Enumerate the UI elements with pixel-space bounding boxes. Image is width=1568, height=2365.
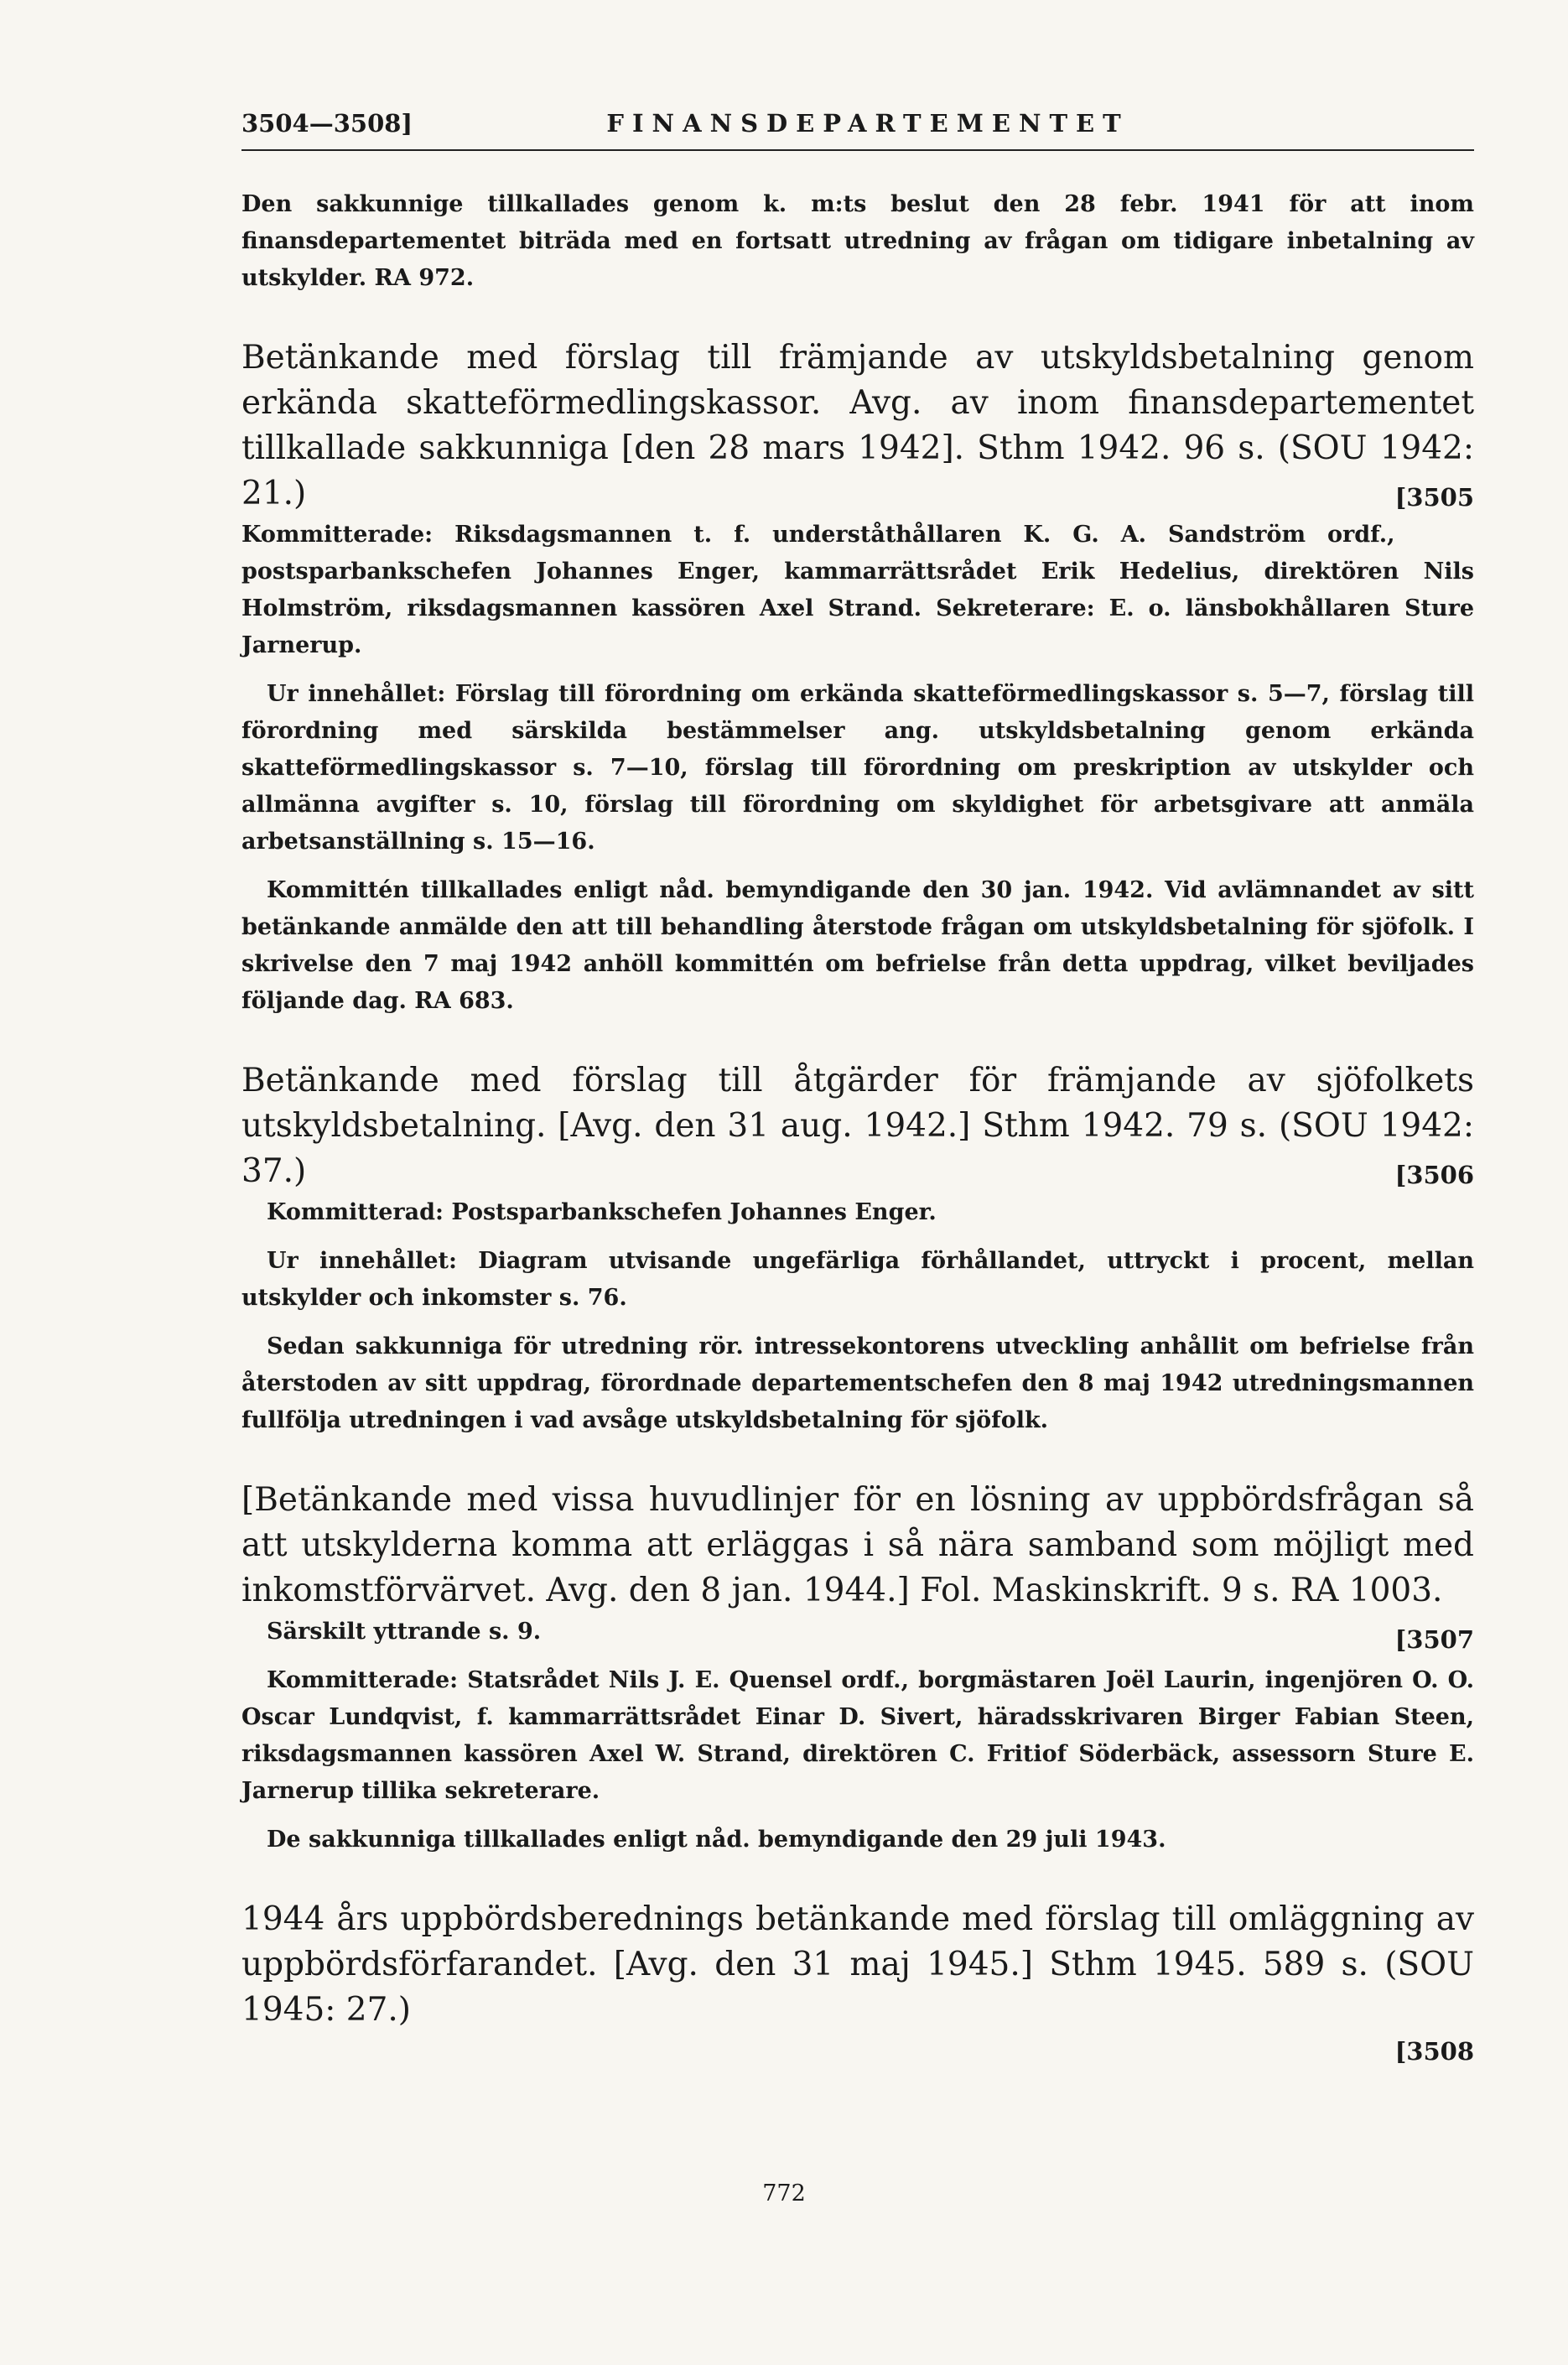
- entry-title-text: [Betänkande med vissa huvudlinjer för en lösning av uppbördsfrågan så att utskylderna komma att erläggas i så nära samband som möjligt med inkomstförvärvet. Avg. den 8 jan. 1944.] Fol. Maskinskrift. 9 s. RA 1003.: [241, 1481, 1474, 1609]
- entry-3508: [241, 1897, 1474, 2070]
- intro-paragraph: Den sakkunnige tillkallades genom k. m:ts beslut den 28 febr. 1941 för att inom finansdepartementet biträda med en fortsatt utredning av frågan om tidigare inbetalning av utskylder. RA 972.: [241, 191, 1474, 291]
- contents-paragraph: Ur innehållet: Diagram utvisande ungefärliga förhållandet, uttryckt i procent, mellan utskylder och inkomster s. 76.: [241, 1248, 1474, 1311]
- running-header: [241, 109, 1474, 151]
- committee-paragraph: Kommitterad: Postsparbankschefen Johannes Enger.: [267, 1199, 937, 1225]
- page-number: 772: [762, 2180, 806, 2206]
- special-statement: Särskilt yttrande s. 9.: [267, 1619, 542, 1645]
- contents-paragraph: Ur innehållet: Förslag till förordning om erkända skatteförmedlingskassor s. 5—7, förslag till förordning med särskilda bestämmelser ang. utskyldsbetalning genom erkända skatteförmedlingskassor s. 7—10, förslag till förordning om preskription av utskylder och allmänna avgifter s. 10, förslag till förordning om skyldighet för arbetsgivare att anmäla arbetsanställning s. 15—16.: [241, 681, 1474, 855]
- entry-title-text: Betänkande med förslag till främjande av utskyldsbetalning genom erkända skatteförmedlingskassor. Avg. av inom finansdepartementet tillkallade sakkunniga [den 28 mars 1942]. Sthm 1942. 96 s. (SOU 1942: 21.): [241, 339, 1474, 512]
- committee-paragraph: Kommitterade: Riksdagsmannen t. f. underståthållaren K. G. A. Sandström ordf., postsparbankschefen Johannes Enger, kammarrättsrådet Erik Hedelius, direktören Nils Holmström, riksdagsmannen kassören Axel Strand. Sekreterare: E. o. länsbokhållaren Sture Jarnerup.: [241, 522, 1474, 658]
- entry-title: [241, 1058, 1474, 1194]
- committee-paragraph: Kommitterade: Statsrådet Nils J. E. Quensel ordf., borgmästaren Joël Laurin, ingenjören O. O. Oscar Lundqvist, f. kammarrättsrådet Einar D. Sivert, häradsskrivaren Birger Fabian Steen, riksdagsmannen kassören Axel W. Strand, direktören C. Fritiof Söderbäck, assessorn Sture E. Jarnerup tillika sekreterare.: [241, 1667, 1474, 1804]
- entry-3505: [241, 335, 1474, 1020]
- entry-title-text: Betänkande med förslag till åtgärder för främjande av sjöfolkets utskyldsbetalning. [Avg. den 31 aug. 1942.] Sthm 1942. 79 s. (SOU 1942: 37.): [241, 1062, 1474, 1190]
- department-title: FINANSDEPARTEMENTET: [606, 109, 1129, 138]
- entry-3506: [241, 1058, 1474, 1439]
- entry-range: 3504—3508]: [241, 109, 413, 138]
- entry-code: [3508: [1394, 2037, 1474, 2066]
- note-paragraph: Sedan sakkunniga för utredning rör. intressekontorens utveckling anhållit om befrielse från återstoden av sitt uppdrag, förordnade departementschefen den 8 maj 1942 utredningsmannen fullfölja utredningen i vad avsåge utskyldsbetalning för sjöfolk.: [241, 1333, 1474, 1433]
- page: [241, 109, 1474, 2070]
- entry-title: 1944 års uppbördsberednings betänkande med förslag till omläggning av uppbördsförfarandet. [Avg. den 31 maj 1945.] Sthm 1945. 589 s. (SOU 1945: 27.): [241, 1900, 1474, 2029]
- entry-code: [3505: [1394, 483, 1474, 512]
- note-paragraph: Kommittén tillkallades enligt nåd. bemyndigande den 30 jan. 1942. Vid avlämnandet av sitt betänkande anmälde den att till behandling återstode frågan om utskyldsbetalning för sjöfolk. I skrivelse den 7 maj 1942 anhöll kommittén om befrielse från detta uppdrag, vilket beviljades följande dag. RA 683.: [241, 877, 1474, 1014]
- entry-title: [241, 335, 1474, 517]
- entry-code: [3507: [1394, 1625, 1474, 1654]
- entry-3507: [241, 1478, 1474, 1858]
- note-paragraph: De sakkunniga tillkallades enligt nåd. bemyndigande den 29 juli 1943.: [267, 1827, 1166, 1853]
- entry-code: [3506: [1394, 1161, 1474, 1189]
